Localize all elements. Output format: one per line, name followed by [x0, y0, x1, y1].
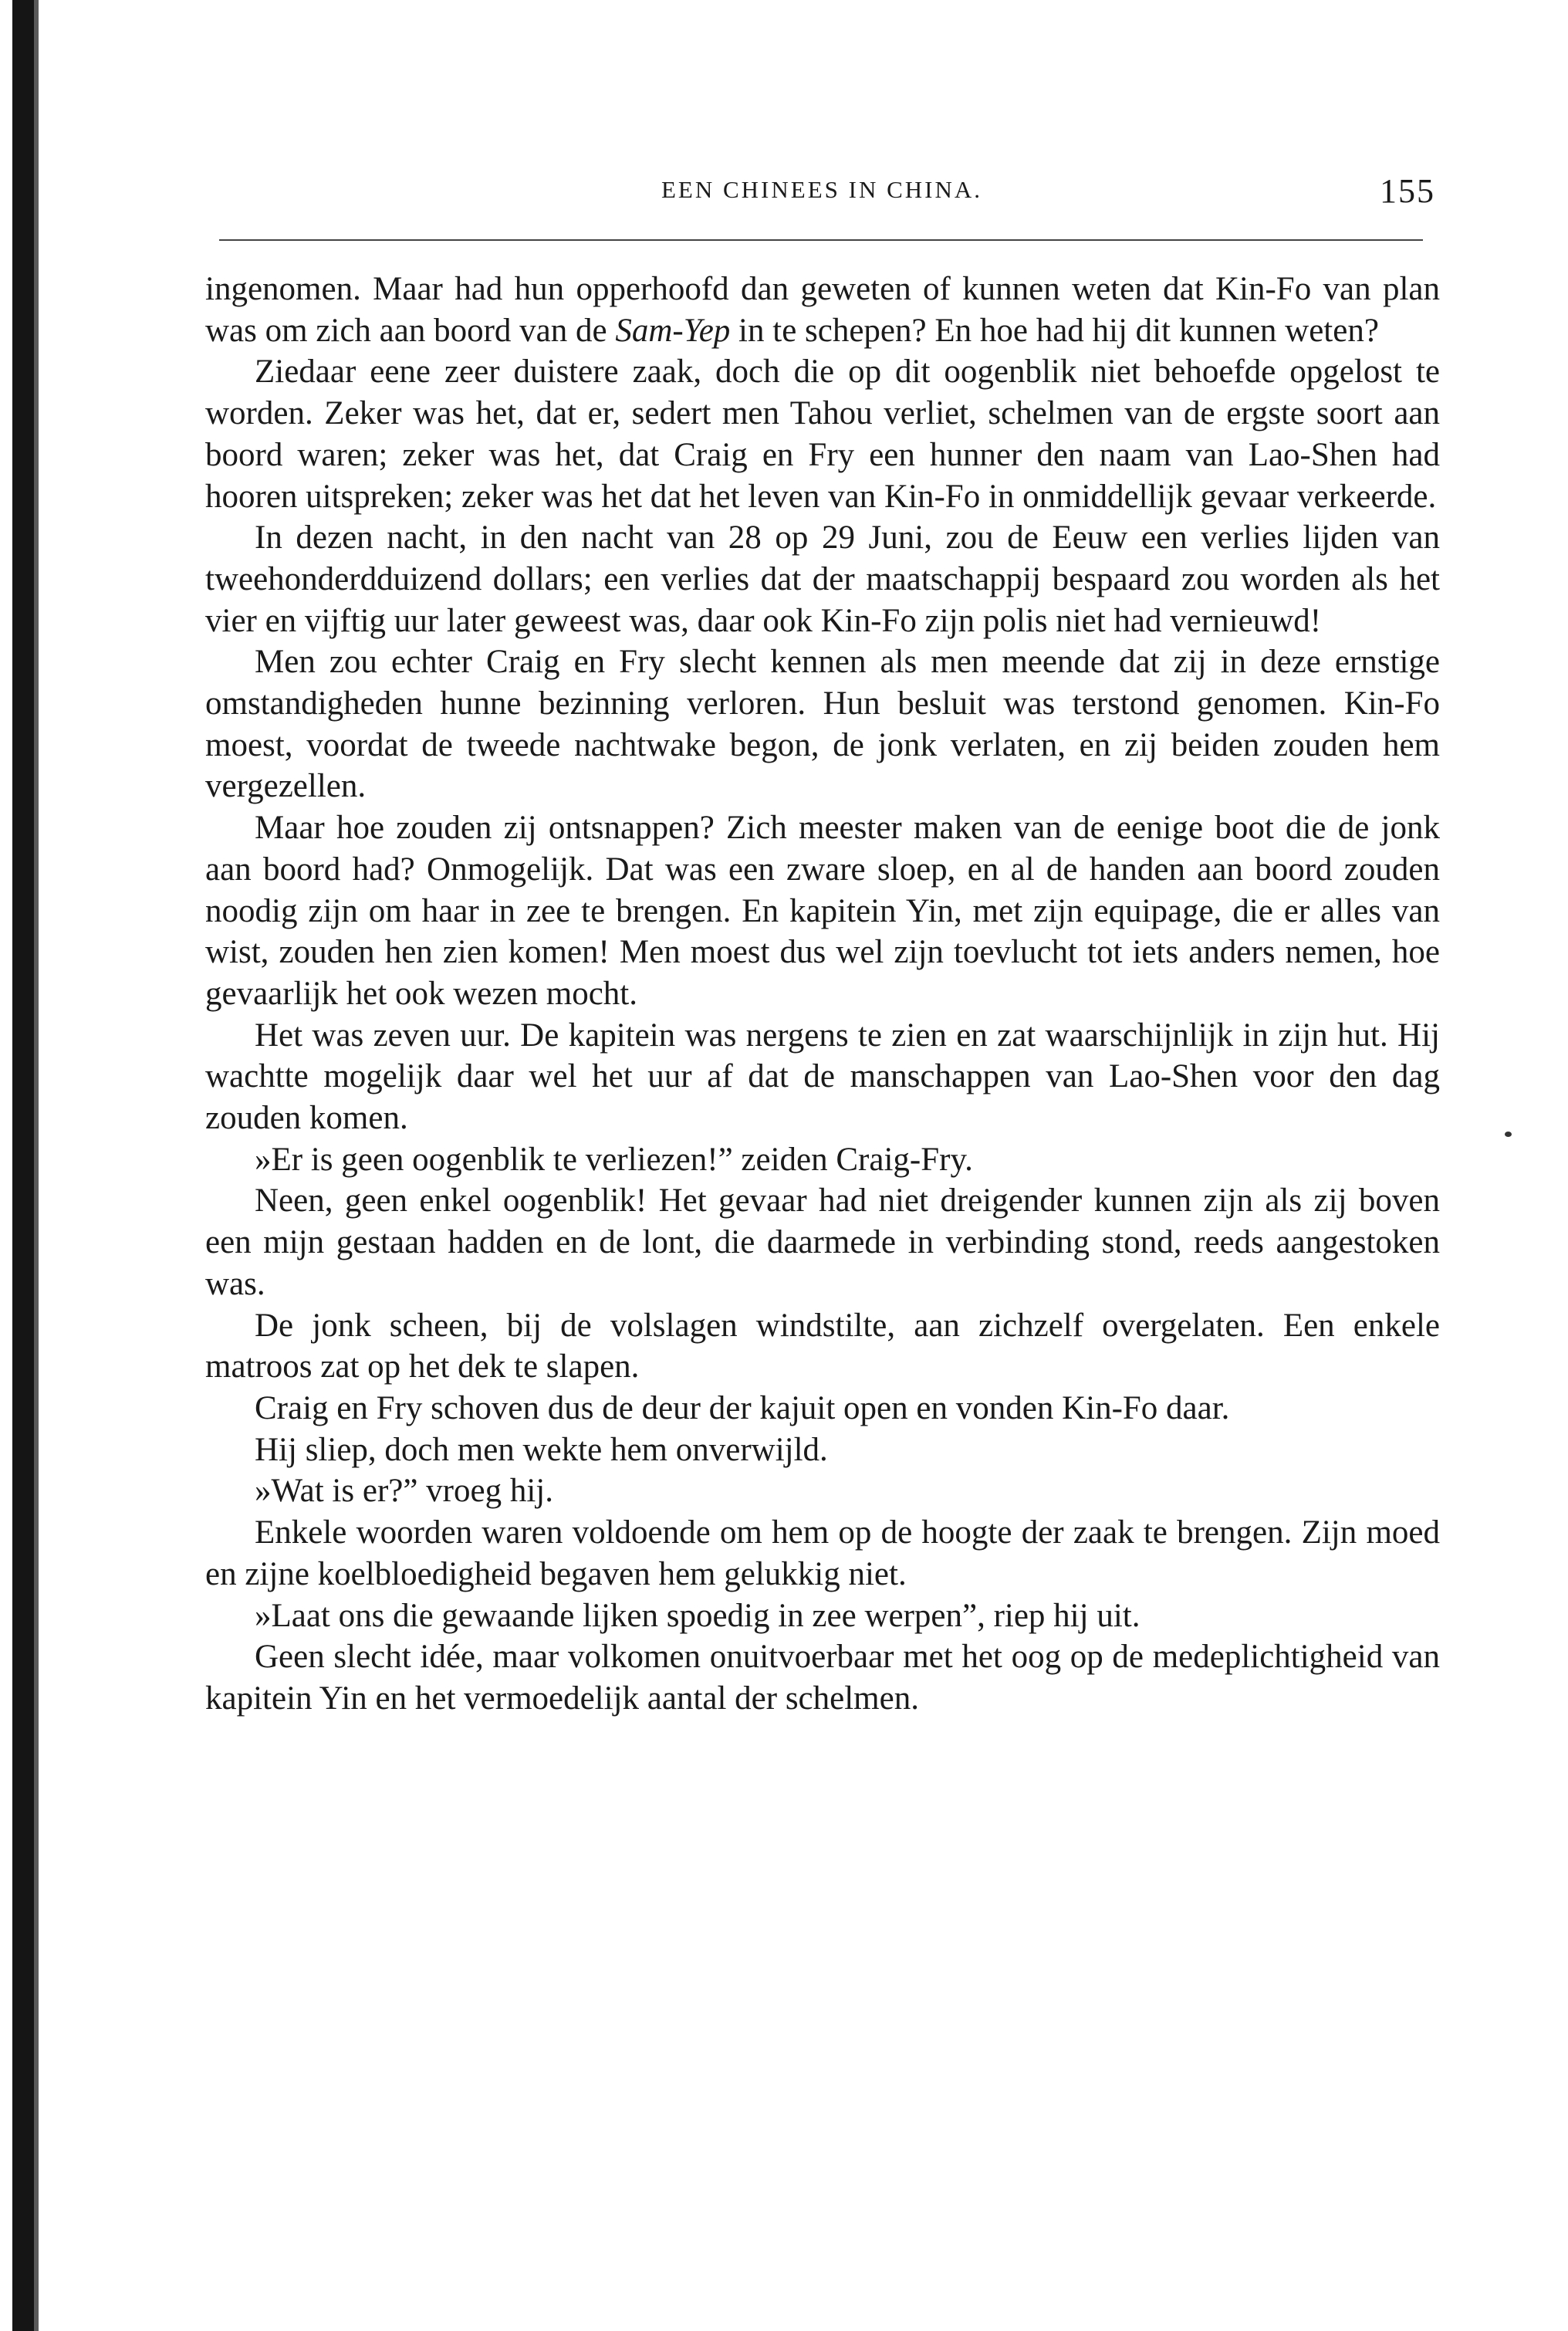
header-rule — [219, 239, 1423, 241]
paragraph-8: Neen, geen enkel oogenblik! Het gevaar had niet dreigender kunnen zijn als zij boven een mijn gestaan hadden en de lont, die daarmede in verbinding stond, reeds aangestoken was. — [205, 1182, 1440, 1302]
paragraph-2: Ziedaar eene zeer duistere zaak, doch die op dit oogenblik niet behoefde opgelost te worden. Zeker was het, dat er, sedert men Tahou verliet, schelmen van de ergste soort aan boord waren; zeker was het, dat Craig en Fry een hunner den naam van Lao-Shen had hooren uitspreken; zeker was het dat het leven van Kin-Fo in onmiddellijk gevaar verkeerde. — [205, 354, 1440, 515]
binding-edge-highlight — [34, 0, 39, 2331]
paragraph-12: »Wat is er?” vroeg hij. — [255, 1473, 553, 1510]
paragraph-15: Geen slecht idée, maar volkomen onuitvoerbaar met het oog op de medeplichtigheid van kapitein Yin en het vermoedelijk aantal der schelmen. — [205, 1639, 1440, 1717]
body-text — [205, 269, 1440, 1720]
paragraph-1-end: in te schepen? En hoe had hij dit kunnen weten? — [730, 312, 1379, 349]
running-title: EEN CHINEES IN CHINA. — [661, 176, 983, 203]
page-number: 155 — [1380, 172, 1435, 210]
paragraph-3: In dezen nacht, in den nacht van 28 op 29 Juni, zou de Eeuw een verlies lijden van tweehonderdduizend dollars; een verlies dat der maatschappij bespaard zou worden als het vier en vijftig uur later geweest was, daar ook Kin-Fo zijn polis niet had vernieuwd! — [205, 519, 1440, 639]
paragraph-7: »Er is geen oogenblik te verliezen!” zeiden Craig-Fry. — [255, 1141, 973, 1178]
paragraph-11: Hij sliep, doch men wekte hem onverwijld. — [255, 1431, 828, 1468]
paragraph-6: Het was zeven uur. De kapitein was nergens te zien en zat waarschijnlijk in zijn hut. Hij wachtte mogelijk daar wel het uur af dat de manschappen van Lao-Shen voor den dag zouden komen. — [205, 1017, 1440, 1137]
running-head — [208, 171, 1435, 218]
paragraph-1 — [205, 269, 1440, 351]
ink-speck — [1505, 1132, 1512, 1137]
paragraph-4: Men zou echter Craig en Fry slecht kennen als men meende dat zij in deze ernstige omstandigheden hunne bezinning verloren. Hun besluit was terstond genomen. Kin-Fo moest, voordat de tweede nachtwake begon, de jonk verlaten, en zij beiden zouden hem vergezellen. — [205, 644, 1440, 805]
paragraph-13: Enkele woorden waren voldoende om hem op de hoogte der zaak te brengen. Zijn moed en zijne koelbloedigheid begaven hem gelukkig niet. — [205, 1514, 1440, 1592]
paragraph-5: Maar hoe zouden zij ontsnappen? Zich meester maken van de eenige boot die de jonk aan boord had? Onmogelijk. Dat was een zware sloep, en al de handen aan boord zouden noodig zijn om haar in zee te brengen. En kapitein Yin, met zijn equipage, die er alles van wist, zouden hen zien komen! Men moest dus wel zijn toevlucht tot iets anders nemen, hoe gevaarlijk het ook wezen mocht. — [205, 810, 1440, 1012]
binding-edge-shadow — [12, 0, 34, 2331]
ship-name: Sam-Yep — [615, 312, 731, 349]
paragraph-14: »Laat ons die gewaande lijken spoedig in zee werpen”, riep hij uit. — [255, 1597, 1141, 1634]
paragraph-10: Craig en Fry schoven dus de deur der kajuit open en vonden Kin-Fo daar. — [255, 1389, 1230, 1426]
paragraph-1-start: ingenomen. Maar had hun opperhoofd dan geweten of kunnen weten dat Kin-Fo van plan was om zich aan boord van de — [205, 271, 1440, 349]
paragraph-9: De jonk scheen, bij de volslagen windstilte, aan zichzelf overgelaten. Een enkele matroos zat op het dek te slapen. — [205, 1307, 1440, 1385]
